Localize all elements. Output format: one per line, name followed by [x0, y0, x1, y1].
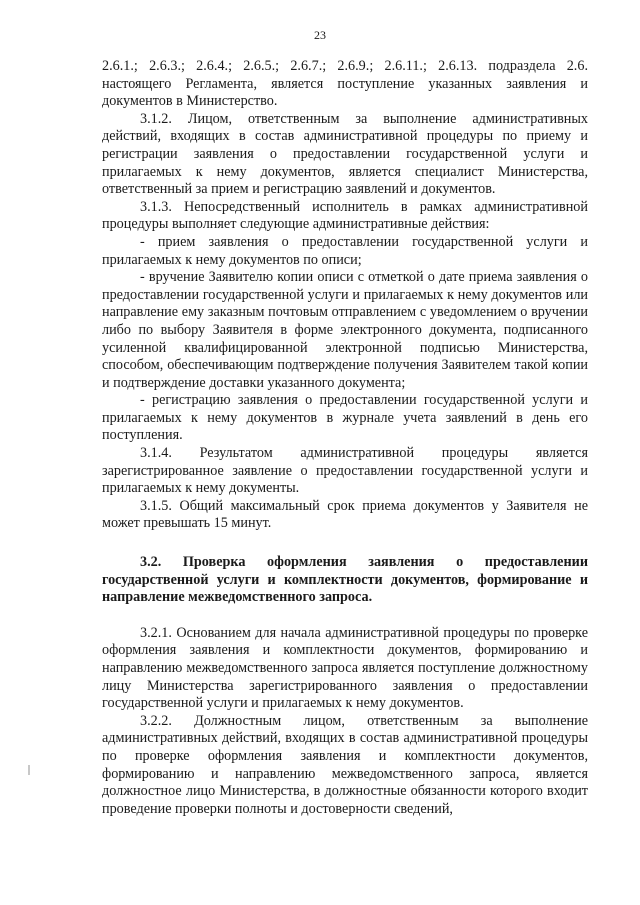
paragraph-3-1-2: 3.1.2. Лицом, ответственным за выполнение административных действий, входящих в состав административной процедуры по приему и регистрации заявления о предоставлении государственной услуги и прилагаемых к нему документов, является специалист Министерства, ответственный за прием и регистрацию заявлений и документов. [102, 110, 588, 198]
list-item-registration: - регистрацию заявления о предоставлении государственной услуги и прилагаемых к нему документов в журнале учета заявлений в день его поступления. [102, 392, 588, 444]
paragraph-3-1-3: 3.1.3. Непосредственный исполнитель в рамках административной процедуры выполняет следующие административные действия: [102, 198, 588, 233]
page-number: 23 [314, 28, 326, 42]
scan-margin-mark [28, 765, 30, 775]
paragraph-3-2-1: 3.2.1. Основанием для начала административной процедуры по проверке оформления заявления и комплектности документов, формированию и направлению межведомственного запроса является поступление должностному лицу Министерства зарегистрированного заявления о предоставлении государственной услуги и прилагаемых к нему документов. [102, 624, 588, 712]
paragraph-3-2-2: 3.2.2. Должностным лицом, ответственным за выполнение административных действий, входящих в состав административной процедуры по проверке оформления заявления и комплектности документов, формированию и направлению межведомственного запроса, является должностное лицо Министерства, в должностные обязанности которого входит проведение проверки полноты и достоверности сведений, [102, 712, 588, 817]
list-item-reception: - прием заявления о предоставлении государственной услуги и прилагаемых к нему документов по описи; [102, 233, 588, 268]
paragraph-3-1-4: 3.1.4. Результатом административной процедуры является зарегистрированное заявление о предоставлении государственной услуги и прилагаемых к нему документы. [102, 445, 588, 497]
section-heading-3-2: 3.2. Проверка оформления заявления о предоставлении государственной услуги и комплектности документов, формирование и направление межведомственного запроса. [102, 554, 588, 606]
paragraph-3-1-5: 3.1.5. Общий максимальный срок приема документов у Заявителя не может превышать 15 минут. [102, 497, 588, 532]
document-body [102, 58, 588, 818]
paragraph-continuation: 2.6.1.; 2.6.3.; 2.6.4.; 2.6.5.; 2.6.7.; 2.6.9.; 2.6.11.; 2.6.13. подраздела 2.6. настоящего Регламента, является поступление указанных заявления и документов в Министерство. [102, 58, 588, 110]
list-item-delivery: - вручение Заявителю копии описи с отметкой о дате приема заявления о предоставлении государственной услуги и прилагаемых к нему документов или направление ему заказным почтовым отправлением с уведомлением о вручении либо по выбору Заявителя в форме электронного документа, подписанного усиленной квалифицированной электронной подписью Министерства, способом, обеспечивающим подтверждение получения Заявителем такой копии и подтверждение доставки указанного документа; [102, 269, 588, 391]
